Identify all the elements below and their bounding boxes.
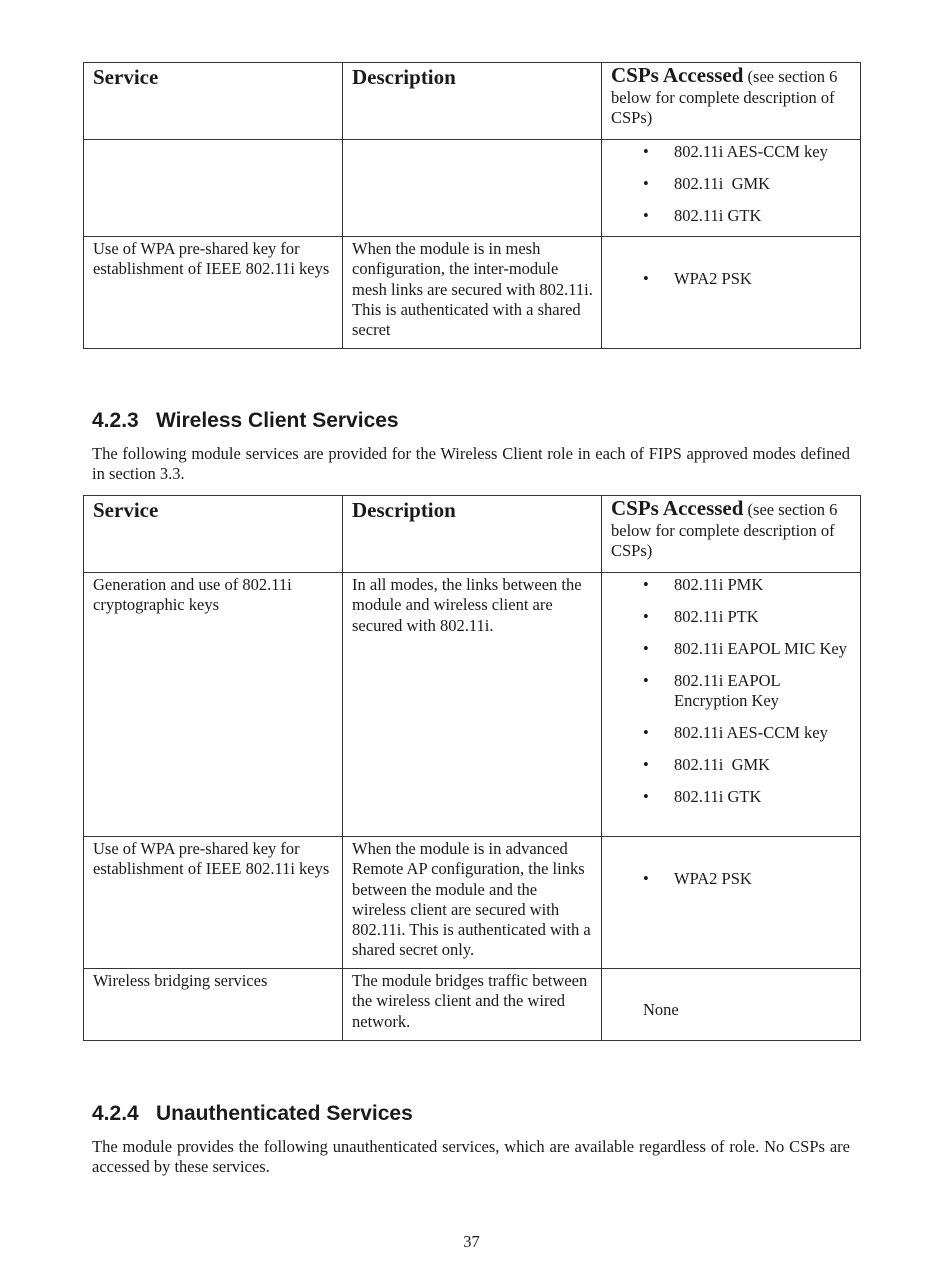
csp-item (611, 575, 852, 595)
csp-label: 802.11i AES-CCM key (674, 723, 828, 743)
header-csps-title: CSPs Accessed (611, 496, 744, 520)
csp-item (611, 639, 852, 659)
service-cell: Use of WPA pre-shared key for establishment of IEEE 802.11i keys (84, 237, 343, 349)
csps-cell (602, 969, 861, 1041)
csp-item (611, 174, 852, 194)
bullet-icon: • (643, 869, 649, 888)
table-header-row (84, 63, 861, 140)
header-csps (602, 63, 861, 140)
csp-item (611, 755, 852, 775)
section-title: Wireless Client Services (156, 409, 399, 432)
table-row (84, 969, 861, 1041)
description-cell (343, 140, 602, 237)
table-row (84, 573, 861, 837)
csps-cell (602, 140, 861, 237)
csp-label: 802.11i EAPOL Encryption Key (674, 670, 781, 711)
csp-label: WPA2 PSK (674, 269, 752, 288)
csp-list (611, 575, 852, 808)
bullet-icon: • (643, 205, 649, 225)
csp-label: 802.11i PTK (674, 606, 759, 626)
csp-none-label: None (643, 1000, 679, 1019)
csp-item (611, 142, 852, 162)
csps-cell (602, 573, 861, 837)
csp-item (611, 869, 852, 889)
csp-label: 802.11i GMK (674, 173, 771, 193)
section-title: Unauthenticated Services (156, 1102, 413, 1125)
description-cell: The module bridges traffic between the wireless client and the wired network. (343, 969, 602, 1041)
header-description: Description (343, 63, 602, 140)
csp-label: WPA2 PSK (674, 869, 752, 888)
csp-label: 802.11i PMK (674, 575, 764, 594)
csp-label: 802.11i GMK (674, 755, 771, 775)
service-cell: Wireless bridging services (84, 969, 343, 1041)
csp-item (611, 671, 852, 712)
table-row (84, 837, 861, 969)
section-number: 4.2.4 (92, 1102, 139, 1125)
csp-item (611, 607, 852, 627)
table-row (84, 140, 861, 237)
wireless-client-services-table (83, 495, 861, 1041)
description-cell: When the module is in advanced Remote AP configuration, the links between the module and the wireless client are secured with 802.11i. This is authenticated with a shared secret only. (343, 837, 602, 969)
table-header-row (84, 496, 861, 573)
csp-list (611, 269, 852, 289)
page-number: 37 (463, 1232, 480, 1251)
section-heading-4-2-3 (92, 409, 399, 433)
bullet-icon: • (643, 638, 649, 658)
service-cell: Generation and use of 802.11i cryptographic keys (84, 573, 343, 837)
table-row (84, 237, 861, 349)
bullet-icon: • (643, 787, 649, 807)
header-csps (602, 496, 861, 573)
bullet-icon: • (643, 269, 649, 288)
csp-item (611, 723, 852, 743)
section-intro: The module provides the following unauthenticated services, which are available regardless of role. No CSPs are accessed by these services. (92, 1137, 850, 1177)
header-csps-note: (see section 6 below for complete description of CSPs) (611, 500, 838, 560)
bullet-icon: • (643, 606, 649, 626)
csps-cell (602, 237, 861, 349)
csp-label: 802.11i AES-CCM key (674, 142, 828, 161)
services-table-continued (83, 62, 861, 349)
csp-label: 802.11i GTK (674, 787, 762, 807)
service-cell: Use of WPA pre-shared key for establishment of IEEE 802.11i keys (84, 837, 343, 969)
header-csps-title: CSPs Accessed (611, 63, 744, 87)
section-number: 4.2.3 (92, 409, 139, 432)
bullet-icon: • (643, 575, 649, 594)
header-csps-note: (see section 6 below for complete description of CSPs) (611, 67, 838, 127)
csp-item (611, 787, 852, 807)
csp-list (611, 869, 852, 889)
description-cell: In all modes, the links between the module and wireless client are secured with 802.11i. (343, 573, 602, 837)
bullet-icon: • (643, 670, 649, 690)
bullet-icon: • (643, 142, 649, 161)
csp-item (611, 206, 852, 226)
header-service: Service (84, 63, 343, 140)
bullet-icon: • (643, 755, 649, 775)
header-description: Description (343, 496, 602, 573)
header-service: Service (84, 496, 343, 573)
csp-item (611, 269, 852, 289)
bullet-icon: • (643, 723, 649, 743)
section-intro: The following module services are provided for the Wireless Client role in each of FIPS approved modes defined in section 3.3. (92, 444, 850, 484)
csps-cell (602, 837, 861, 969)
csp-list (611, 142, 852, 226)
service-cell (84, 140, 343, 237)
bullet-icon: • (643, 173, 649, 193)
section-heading-4-2-4 (92, 1102, 413, 1126)
csp-label: 802.11i GTK (674, 205, 762, 225)
description-cell: When the module is in mesh configuration, the inter-module mesh links are secured with 802.11i. This is authenticated with a shared secret (343, 237, 602, 349)
csp-label: 802.11i EAPOL MIC Key (674, 638, 847, 658)
